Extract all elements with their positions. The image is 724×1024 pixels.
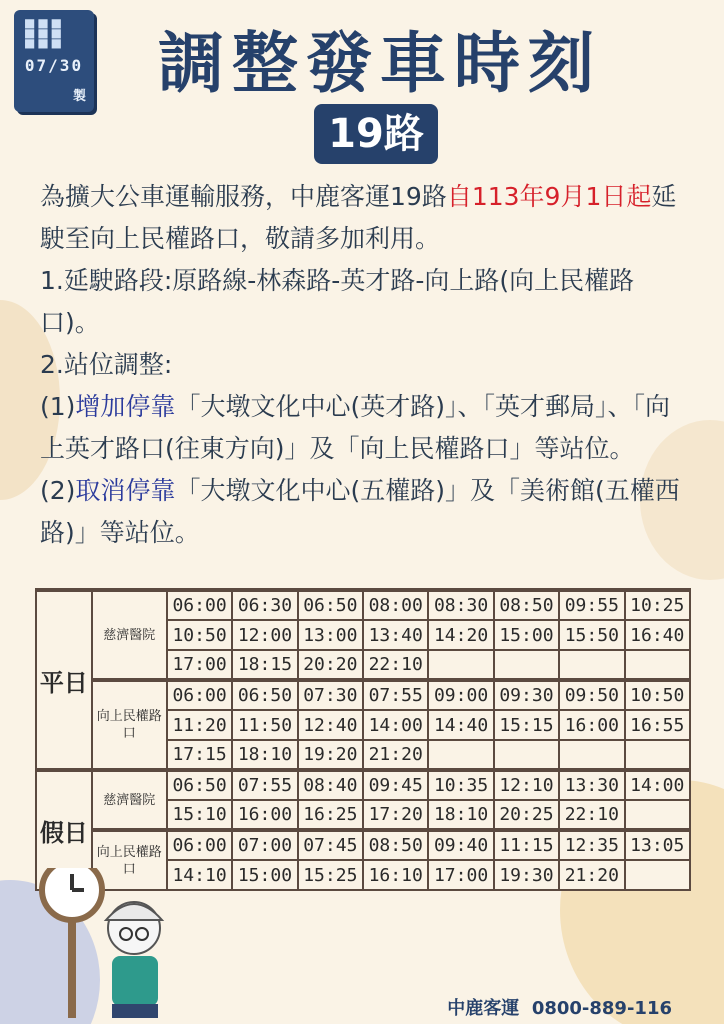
notice-item-route: 1.延駛路段:原路線-林森路-英才路-向上路(向上民權路口)。 [40,266,635,337]
departure-time-cell: 22:10 [363,650,428,680]
departure-time-cell: 16:25 [298,800,363,830]
departure-time-cell: 10:50 [167,620,232,650]
departure-time-cell [625,740,691,770]
departure-time-cell: 09:55 [559,590,624,620]
departure-time-cell: 07:55 [232,770,297,800]
remove-stops-label: 取消停靠 [75,476,176,505]
departure-time-cell: 19:30 [494,860,559,890]
departure-time-cell: 17:00 [167,650,232,680]
departure-time-cell: 06:50 [298,590,363,620]
day-type-label: 假日 [36,770,92,890]
departure-time-cell: 14:10 [167,860,232,890]
departure-time-cell: 18:10 [428,800,493,830]
departure-time-cell: 07:45 [298,830,363,860]
departure-time-cell: 09:45 [363,770,428,800]
notice-intro-text: 為擴大公車運輸服務，中鹿客運19路 [40,182,447,211]
departure-time-cell: 22:10 [559,800,624,830]
departure-time-cell: 09:40 [428,830,493,860]
mascot-clock-illustration [30,868,180,1018]
notice-effective-date: 自113年9月1日起 [446,182,652,211]
departure-time-cell: 08:50 [494,590,559,620]
departure-time-cell: 21:20 [363,740,428,770]
departure-time-cell: 16:00 [559,710,624,740]
departure-time-cell: 11:20 [167,710,232,740]
departure-time-cell: 06:50 [167,770,232,800]
departure-time-cell: 20:20 [298,650,363,680]
departure-time-cell: 06:00 [167,680,232,710]
departure-time-cell [625,860,691,890]
notice-intro-text: 延駛至向上民權路口，敬請多加利用。 [40,182,677,253]
departure-time-cell: 08:50 [363,830,428,860]
notice-item-add-stops [40,386,690,470]
list-marker: (1) [40,392,76,421]
departure-time-cell: 10:35 [428,770,493,800]
calendar-badge [14,10,94,112]
departure-time-cell: 18:10 [232,740,297,770]
departure-time-cell: 20:25 [494,800,559,830]
departure-time-cell: 13:30 [559,770,624,800]
departure-time-cell: 16:55 [625,710,691,740]
departure-time-cell: 15:10 [167,800,232,830]
page-title: 調整發車時刻 [158,25,602,102]
departure-time-cell: 17:20 [363,800,428,830]
departure-time-cell: 07:30 [298,680,363,710]
departure-time-cell: 17:00 [428,860,493,890]
stop-name: 慈濟醫院 [92,770,167,830]
company-name: 中鹿客運 [447,998,520,1019]
departure-time-cell: 07:00 [232,830,297,860]
departure-time-cell: 16:00 [232,800,297,830]
notice-item-stops-heading: 2.站位調整: [40,350,173,379]
calendar-dots-icon: ■■■ ■■■ ■■■ [24,16,65,50]
table-row [36,680,690,710]
notice-item-remove-stops [40,470,690,554]
departure-time-cell: 12:35 [559,830,624,860]
departure-time-cell: 06:30 [232,590,297,620]
departure-time-cell: 17:15 [167,740,232,770]
list-marker: (2) [40,476,76,505]
departure-time-cell [494,650,559,680]
stop-name: 向上民權路口 [92,680,167,770]
departure-time-cell: 09:30 [494,680,559,710]
departure-time-cell: 15:25 [298,860,363,890]
footer-contact [447,994,672,1020]
day-type-label: 平日 [36,590,92,770]
stop-name: 向上民權路口 [92,830,167,890]
stop-name: 慈濟醫院 [92,590,167,680]
departure-time-cell: 10:50 [625,680,691,710]
departure-time-cell: 11:15 [494,830,559,860]
route-badge: 19路 [314,104,438,164]
departure-time-cell: 07:55 [363,680,428,710]
departure-time-cell [559,740,624,770]
add-stops-label: 增加停靠 [75,392,176,421]
departure-time-cell: 13:00 [298,620,363,650]
departure-time-cell: 13:05 [625,830,691,860]
departure-time-cell: 18:15 [232,650,297,680]
departure-time-cell: 12:10 [494,770,559,800]
departure-time-cell [559,650,624,680]
schedule-table [35,588,691,891]
departure-time-cell: 06:50 [232,680,297,710]
notice-body [40,176,690,554]
departure-time-cell: 19:20 [298,740,363,770]
departure-time-cell: 15:00 [494,620,559,650]
calendar-date: 07/30 [24,56,84,75]
departure-time-cell: 12:00 [232,620,297,650]
departure-time-cell: 14:20 [428,620,493,650]
departure-time-cell: 14:00 [625,770,691,800]
departure-time-cell: 14:00 [363,710,428,740]
departure-time-cell: 15:50 [559,620,624,650]
departure-time-cell: 08:40 [298,770,363,800]
departure-time-cell [428,740,493,770]
departure-time-cell: 06:00 [167,830,232,860]
departure-time-cell: 09:00 [428,680,493,710]
departure-time-cell [428,650,493,680]
departure-time-cell [625,650,691,680]
departure-time-cell: 10:25 [625,590,691,620]
departure-time-cell: 08:00 [363,590,428,620]
table-row [36,830,690,860]
departure-time-cell: 16:10 [363,860,428,890]
add-stops-text: 「大墩文化中心(英才路)」、「英才郵局」、「向上英才路口(往東方向)」及「向上民權路口」等站位。 [40,392,670,463]
departure-time-cell [625,800,691,830]
departure-time-cell: 09:50 [559,680,624,710]
departure-time-cell: 15:15 [494,710,559,740]
departure-time-cell: 11:50 [232,710,297,740]
remove-stops-text: 「大墩文化中心(五權路)」及「美術館(五權西路)」等站位。 [40,476,680,547]
departure-time-cell: 14:40 [428,710,493,740]
phone-number: 0800-889-116 [531,998,672,1019]
table-row [36,590,690,620]
departure-time-cell: 06:00 [167,590,232,620]
departure-time-cell: 13:40 [363,620,428,650]
departure-time-cell: 12:40 [298,710,363,740]
departure-time-cell [494,740,559,770]
calendar-made-label: 製 [72,89,86,104]
table-row [36,770,690,800]
departure-time-cell: 15:00 [232,860,297,890]
departure-time-cell: 21:20 [559,860,624,890]
departure-time-cell: 16:40 [625,620,691,650]
departure-time-cell: 08:30 [428,590,493,620]
notice-intro [40,176,690,260]
